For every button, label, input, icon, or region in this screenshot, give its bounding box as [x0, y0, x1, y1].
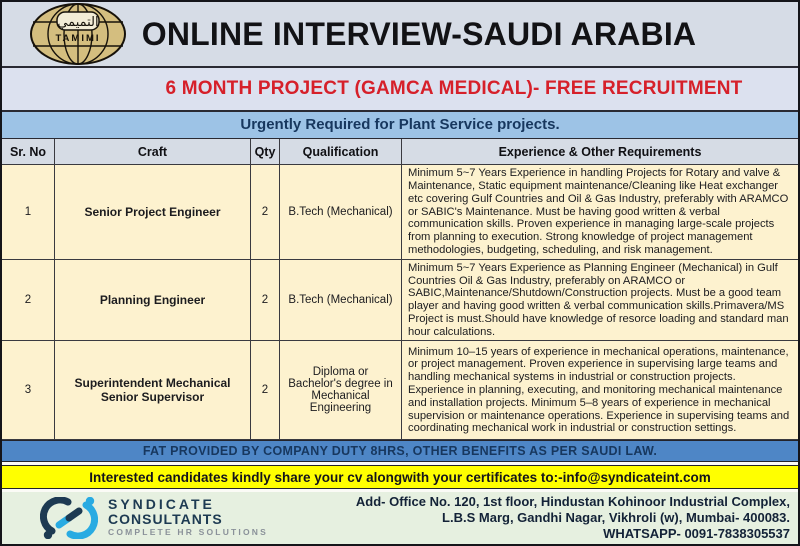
benefits-text: FAT PROVIDED BY COMPANY DUTY 8HRS, OTHER BENEFITS AS PER SAUDI LAW.: [142, 444, 658, 459]
col-header-qty: Qty: [251, 139, 280, 165]
cell-craft: Senior Project Engineer: [55, 165, 251, 259]
table-header-row: [2, 139, 798, 165]
cell-qualification: B.Tech (Mechanical): [280, 165, 402, 259]
cell-srno: 3: [2, 341, 55, 440]
cell-qty: 2: [251, 260, 280, 342]
brand-name-line2: CONSULTANTS: [108, 511, 223, 528]
address-line2: L.B.S Marg, Gandhi Nagar, Vikhroli (w), Mumbai- 400083.: [442, 509, 790, 525]
col-header-srno: Sr. No: [2, 139, 55, 165]
col-header-qualification: Qualification: [280, 139, 402, 165]
cell-craft: Planning Engineer: [55, 260, 251, 342]
address-line3-whatsapp: WHATSAPP- 0091-7838305537: [603, 525, 790, 541]
apply-text: Interested candidates kindly share your cv alongwith your certificates to:-info@syndicateint.com: [89, 469, 711, 485]
vacancies-table: [2, 139, 798, 440]
urgent-banner-text: Urgently Required for Plant Service projects.: [240, 116, 560, 134]
syndicate-logo-icon: [40, 497, 98, 539]
cell-qualification: B.Tech (Mechanical): [280, 260, 402, 342]
syndicate-brand: [40, 497, 268, 539]
address-line1: Add- Office No. 120, 1st floor, Hindustan Kohinoor Industrial Complex,: [355, 493, 790, 509]
page-title: ONLINE INTERVIEW-SAUDI ARABIA: [141, 15, 697, 52]
table-row: [2, 341, 798, 440]
contact-address: [356, 494, 790, 542]
col-header-craft: Craft: [55, 139, 251, 165]
header: [2, 2, 798, 68]
cell-experience: Minimum 5~7 Years Experience in handling Projects for Rotary and valve & Maintenance, Static equipment maintenance/Cleaning like Heat exchanger etc covering Gulf Countries and Oil & Gas Industry, preferably with ARAMCO or SABIC's Maintenance. Must be having good written & verbal communication skills. Proven experience in managing large-scale projects from planning to execution. Strong knowledge of project management methodologies, budgeting, scheduling, and risk management.: [402, 165, 798, 259]
col-header-experience: Experience & Other Requirements: [402, 139, 798, 165]
cell-experience: Minimum 5~7 Years Experience as Planning Engineer (Mechanical) in Gulf Countries Oil & Gas Industry, preferably on ARAMCO or SABIC,Maintenance/Shutdown/Construction projects. Must be a good team player and having good written & verbal communication skills.Primavera/MS Project is must.Should have knowledge of resorce loading and standard man hour calculations.: [402, 260, 798, 342]
benefits-bar: [2, 440, 798, 462]
cell-qualification: Diploma or Bachelor's degree in Mechanical Engineering: [280, 341, 402, 440]
project-subtitle: 6 MONTH PROJECT (GAMCA MEDICAL)- FREE RECRUITMENT: [165, 77, 743, 99]
footer: [2, 492, 798, 544]
tamimi-globe-logo: [28, 2, 128, 66]
svg-text:التميمي: التميمي: [57, 15, 99, 30]
cell-craft: Superintendent Mechanical Senior Supervisor: [55, 341, 251, 440]
table-row: [2, 165, 798, 259]
cell-qty: 2: [251, 165, 280, 259]
cell-srno: 1: [2, 165, 55, 259]
urgent-banner: [2, 112, 798, 140]
cell-srno: 2: [2, 260, 55, 342]
cell-experience: Minimum 10–15 years of experience in mechanical operations, maintenance, or project management. Proven experience in supervising large teams and handling mechanical systems in industrial or construction projects. Experience in planning, executing, and monitoring mechanical maintenance and installation projects. Minimum 5–8 years of experience in mechanical supervision or maintenance operations. Experience in supervising teams and coordinating mechanical work in industrial or construction settings.: [402, 341, 798, 440]
brand-tagline: COMPLETE HR SOLUTIONS: [108, 527, 269, 538]
subtitle-row: [2, 68, 798, 112]
cell-qty: 2: [251, 341, 280, 440]
globe-icon: [29, 2, 127, 66]
svg-text:TAMIMI: TAMIMI: [55, 33, 101, 44]
table-row: [2, 260, 798, 342]
brand-name-line1: SYNDICATE: [108, 496, 215, 513]
apply-bar: [2, 465, 798, 490]
brand-text: [108, 497, 268, 538]
